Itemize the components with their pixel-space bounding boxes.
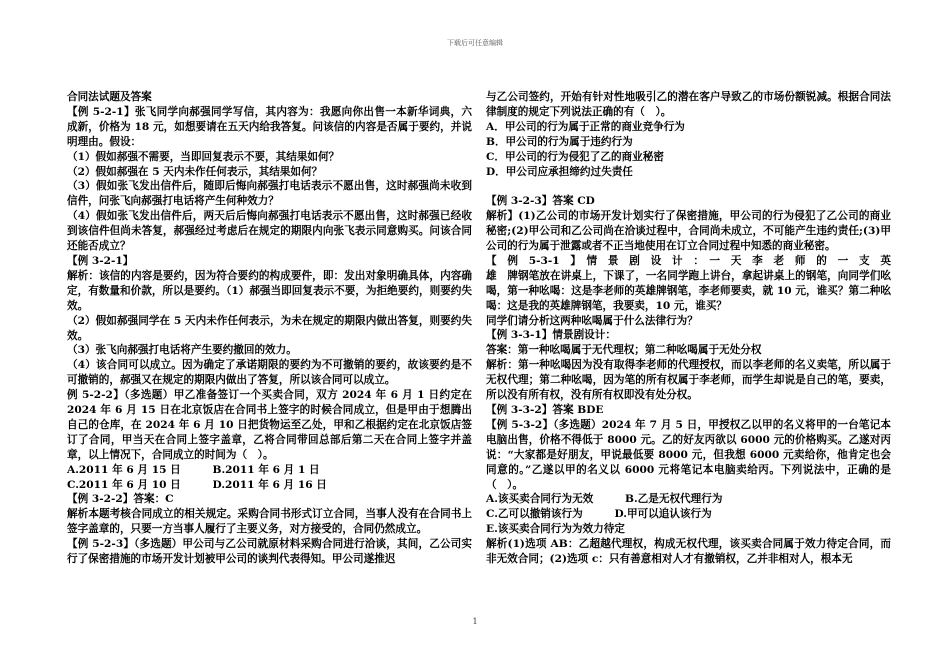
paragraph: 与乙公司签约，开始有针对性地吸引乙的潜在客户导致乙的市场份额锐减。根据合同法律制度的规定下列说法正确的有（ ）。 (486, 91, 891, 118)
paragraph: （4）假如张飞发出信件后，两天后后悔向郝强打电话表示不愿出售，这时郝强已经收到该信件但尚未答复，郝强经过考虑后在规定的期限内向张飞表示同意购买。问该合同还能否成立？ (67, 210, 472, 253)
paragraph: 解析：该信的内容是要约，因为符合要约的构成要件，即：发出对象明确具体，内容确定，有数量和价款，所以是要约。（1）郝强当即回复表示不要，为拒绝要约，则要约失效。 (67, 269, 472, 312)
page-header: 下载后可任意编辑 (447, 39, 503, 47)
paragraph: 解析】(1)乙公司的市场开发计划实行了保密措施，甲公司的行为侵犯了乙公司的商业秘密;(2)甲公司和乙公司尚在洽谈过程中，合同尚未成立，不可能产生违约责任;(3)甲公司的行为属于泄露或者不正当地使用在订立合同过程中知悉的商业秘密。 (486, 210, 891, 253)
paragraph: （3）假如张飞发出信件后，随即后悔向郝强打电话表示不愿出售，这时郝强尚未收到信件，问张飞向郝强打电话将产生何种效力？ (67, 180, 472, 208)
paragraph: 解析(1)选项 AB：乙超越代理权，构成无权代理，该买卖合同属于效力待定合同，而非无效合同；(2)选项 c：只有善意相对人才有撤销权，乙并非相对人，根本无 (486, 538, 891, 566)
paragraph: 解析：第一种吆喝因为没有取得李老师的代理授权，而以李老师的名义卖笔，所以属于无权代理；第二种吆喝，因为笔的所有权属于李老师，而学生却说是自己的笔，要卖，所以没有所有权，没有所有权即没有处分权。 (486, 359, 891, 402)
right-column (486, 90, 902, 567)
paragraph: 【例 3-2-1】 (67, 254, 134, 267)
paragraph: C.乙可以撤销该行为 D.甲可以追认该行为 (486, 508, 712, 521)
left-column (67, 90, 472, 567)
paragraph: E.该买卖合同行为为效力待定 (486, 523, 625, 536)
paragraph: （3）张飞向郝强打电话将产生要约撤回的效力。 (67, 344, 297, 357)
paragraph: C.2011 年 6 月 10 日 D.2011 年 6 月 16 日 (67, 478, 327, 491)
paragraph: 合同法试题及答案 (67, 91, 152, 103)
paragraph: 【例 5-2-1】张飞同学向郝强同学写信，其内容为：我愿向你出售一本新华词典，六成新，价格为 18 元，如想要请在五天内给我答复。问该信的内容是否属于要约，并说明理由。假设： (67, 105, 472, 148)
paragraph: 【例 3-2-3】答案 CD (486, 195, 595, 208)
paragraph: 【例 5-3-2】（多选题）2024 年 7 月 5 日，甲授权乙以甲的名义将甲的一台笔记本电脑出售，价格不得低于 8000 元。乙的好友丙欲以 6000 元的价格购买。乙遂对丙说：“大家都是好朋友，甲说最低要 8000 元，但我想 6000 元卖给你，他肯定也会同意的。”乙遂以甲的名义以 6000 元将笔记本电脑卖给丙。下列说法中，正确的是（ ）。 (486, 418, 891, 491)
paragraph: 【例 5-2-3】（多选题）甲公司与乙公司就原材料采购合同进行洽谈，其间，乙公司实行了保密措施的市场开发计划被甲公司的谈判代表得知。甲公司遂推迟 (67, 538, 472, 566)
paragraph: B．甲公司的行为属于违约行为 (486, 135, 633, 148)
paragraph: 例 5-2-2】（多选题）甲乙准备签订一个买卖合同，双方 2024 年 6 月 1 日约定在 2024 年 6 月 15 日在北京饭店在合同书上签字的时候合同成立，但是甲由于想腾出自己的仓库，在 2024 年 6 月 10 日把货物运至乙处，甲和乙根据约定在北京饭店签订了合同，甲当天在合同上签字盖章，乙将合同带回总部后第二天在合同上签字并盖章，以上情况下，合同成立的时间为（ ）。 (67, 389, 472, 461)
paragraph: D．甲公司应承担缔约过失责任 (486, 165, 633, 178)
paragraph: 同学们请分析这两种吆喝属于什么法律行为？ (486, 314, 698, 327)
paragraph: A.该买卖合同行为无效 B.乙是无权代理行为 (486, 493, 723, 506)
paragraph: （4）该合同可以成立。因为确定了承诺期限的要约为不可撤销的要约，故该要约是不可撤销的，郝强又在规定的期限内做出了答复，所以该合同可以成立。 (67, 359, 472, 387)
page-number: 1 (472, 617, 478, 626)
paragraph: （2）假如郝强同学在 5 天内未作任何表示，为未在规定的期限内做出答复，则要约失效。 (67, 314, 472, 342)
paragraph: （2）假如郝强在 5 天内未作任何表示，其结果如何？ (67, 165, 323, 178)
paragraph: 答案：第一种吆喝属于无代理权；第二种吆喝属于无处分权 (486, 344, 762, 357)
paragraph: A.2011 年 6 月 15 日 B.2011 年 6 月 1 日 (67, 463, 320, 476)
paragraph: （1）假如郝强不需要，当即回复表示不要，其结果如何？ (67, 150, 340, 163)
paragraph: 【例 3-3-2】答案 BDE (486, 404, 604, 417)
paragraph (486, 179, 891, 194)
paragraph: 【例 3-2-2】答案：C (67, 493, 174, 506)
paragraph: 【例 3-3-1】情景剧设计： (486, 329, 616, 342)
paragraph: 【 例 5-3-1 】 情 景 剧 设 计 ： 一 天 李 老 师 的 一 支 英 雄 牌钢笔放在讲桌上，下课了，一名同学跑上讲台，拿起讲桌上的钢笔，向同学们吆喝，第一种吆喝：这是李老师的英雄牌钢笔，李老师要卖，就 10 元，谁买？第二种吆喝：这是我的英雄牌钢笔，我要卖，10 元，谁买？ (486, 254, 902, 312)
paragraph: A．甲公司的行为属于正常的商业竞争行为 (486, 120, 685, 133)
paragraph: C．甲公司的行为侵犯了乙的商业秘密 (486, 150, 664, 163)
paragraph: 解析本题考核合同成立的相关规定。采购合同书形式订立合同，当事人没有在合同书上签字盖章的，只要一方当事人履行了主要义务，对方接受的，合同仍然成立。 (67, 508, 472, 536)
